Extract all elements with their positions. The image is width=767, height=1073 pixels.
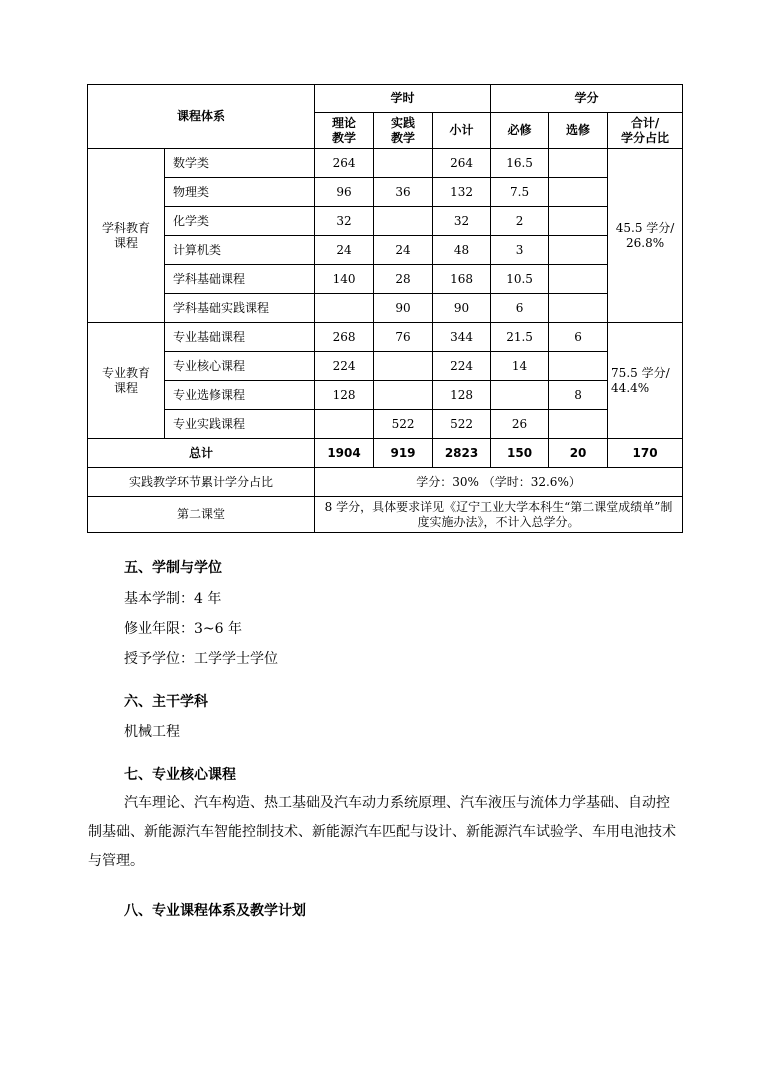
cell-practice: 90 bbox=[374, 294, 433, 323]
row-name: 专业选修课程 bbox=[165, 381, 315, 410]
cell-theory: 128 bbox=[315, 381, 374, 410]
cell-required: 21.5 bbox=[491, 323, 549, 352]
section-5-line-3: 授予学位：工学学士学位 bbox=[124, 651, 278, 667]
row-name: 学科基础实践课程 bbox=[165, 294, 315, 323]
group-name: 专业教育 课程 bbox=[88, 323, 165, 439]
cell-elective bbox=[549, 410, 608, 439]
cell-subtotal: 48 bbox=[433, 236, 491, 265]
section-5-title: 五、学制与学位 bbox=[124, 560, 222, 576]
cell-elective bbox=[549, 207, 608, 236]
cell-theory: 140 bbox=[315, 265, 374, 294]
cell-elective bbox=[549, 294, 608, 323]
cell-elective bbox=[549, 149, 608, 178]
cell-elective bbox=[549, 178, 608, 207]
cell-required: 2 bbox=[491, 207, 549, 236]
header-required: 必修 bbox=[491, 113, 549, 149]
total-theory: 1904 bbox=[315, 439, 374, 468]
cell-theory: 96 bbox=[315, 178, 374, 207]
header-total-ratio: 合计/ 学分占比 bbox=[608, 113, 683, 149]
practice-ratio-value: 学分：30% （学时：32.6%） bbox=[315, 468, 683, 497]
header-subtotal: 小计 bbox=[433, 113, 491, 149]
cell-practice: 36 bbox=[374, 178, 433, 207]
cell-required: 7.5 bbox=[491, 178, 549, 207]
cell-required: 10.5 bbox=[491, 265, 549, 294]
row-name: 专业实践课程 bbox=[165, 410, 315, 439]
total-practice: 919 bbox=[374, 439, 433, 468]
row-name: 专业核心课程 bbox=[165, 352, 315, 381]
course-credit-table bbox=[87, 84, 683, 533]
cell-subtotal: 224 bbox=[433, 352, 491, 381]
cell-subtotal: 522 bbox=[433, 410, 491, 439]
total-required: 150 bbox=[491, 439, 549, 468]
total-label: 总计 bbox=[88, 439, 315, 468]
cell-subtotal: 32 bbox=[433, 207, 491, 236]
cell-practice: 28 bbox=[374, 265, 433, 294]
row-name: 化学类 bbox=[165, 207, 315, 236]
row-name: 学科基础课程 bbox=[165, 265, 315, 294]
header-elective: 选修 bbox=[549, 113, 608, 149]
header-practice: 实践 教学 bbox=[374, 113, 433, 149]
cell-theory: 224 bbox=[315, 352, 374, 381]
cell-practice bbox=[374, 381, 433, 410]
group-name: 学科教育 课程 bbox=[88, 149, 165, 323]
second-class-row bbox=[88, 497, 683, 533]
table-row bbox=[88, 236, 683, 265]
header-course-system: 课程体系 bbox=[88, 85, 315, 149]
second-class-value: 8 学分，具体要求详见《辽宁工业大学本科生“第二课堂成绩单”制度实施办法》，不计入总学分。 bbox=[315, 497, 683, 533]
cell-required bbox=[491, 381, 549, 410]
cell-subtotal: 132 bbox=[433, 178, 491, 207]
section-6-title: 六、主干学科 bbox=[124, 694, 208, 710]
cell-practice bbox=[374, 352, 433, 381]
total-elective: 20 bbox=[549, 439, 608, 468]
cell-theory: 264 bbox=[315, 149, 374, 178]
table-row bbox=[88, 323, 683, 352]
cell-practice bbox=[374, 207, 433, 236]
total-subtotal: 2823 bbox=[433, 439, 491, 468]
cell-theory: 24 bbox=[315, 236, 374, 265]
section-5-line-2: 修业年限：3~6 年 bbox=[124, 621, 242, 637]
cell-required: 6 bbox=[491, 294, 549, 323]
cell-theory: 268 bbox=[315, 323, 374, 352]
table-row bbox=[88, 207, 683, 236]
section-7-title: 七、专业核心课程 bbox=[124, 767, 236, 783]
total-sum: 170 bbox=[608, 439, 683, 468]
section-8-title: 八、专业课程体系及教学计划 bbox=[124, 903, 306, 919]
cell-practice bbox=[374, 149, 433, 178]
cell-required: 14 bbox=[491, 352, 549, 381]
row-name: 物理类 bbox=[165, 178, 315, 207]
cell-elective bbox=[549, 236, 608, 265]
header-theory: 理论 教学 bbox=[315, 113, 374, 149]
header-credits: 学分 bbox=[491, 85, 683, 113]
group-total-ratio: 45.5 学分/ 26.8% bbox=[608, 149, 683, 323]
cell-required: 16.5 bbox=[491, 149, 549, 178]
cell-elective: 6 bbox=[549, 323, 608, 352]
cell-subtotal: 128 bbox=[433, 381, 491, 410]
cell-practice: 76 bbox=[374, 323, 433, 352]
cell-subtotal: 264 bbox=[433, 149, 491, 178]
cell-required: 3 bbox=[491, 236, 549, 265]
total-row bbox=[88, 439, 683, 468]
group-total-ratio: 75.5 学分/ 44.4% bbox=[608, 323, 683, 439]
table-row bbox=[88, 352, 683, 381]
row-name: 计算机类 bbox=[165, 236, 315, 265]
cell-theory: 32 bbox=[315, 207, 374, 236]
table-row bbox=[88, 149, 683, 178]
cell-elective bbox=[549, 265, 608, 294]
table-row bbox=[88, 381, 683, 410]
cell-elective bbox=[549, 352, 608, 381]
cell-theory bbox=[315, 294, 374, 323]
section-7-paragraph: 汽车理论、汽车构造、热工基础及汽车动力系统原理、汽车液压与流体力学基础、自动控制基础、新能源汽车智能控制技术、新能源汽车匹配与设计、新能源汽车试验学、车用电池技术与管理。 bbox=[88, 795, 676, 869]
cell-subtotal: 90 bbox=[433, 294, 491, 323]
cell-theory bbox=[315, 410, 374, 439]
row-name: 数学类 bbox=[165, 149, 315, 178]
cell-required: 26 bbox=[491, 410, 549, 439]
practice-ratio-label: 实践教学环节累计学分占比 bbox=[88, 468, 315, 497]
cell-elective: 8 bbox=[549, 381, 608, 410]
table-row bbox=[88, 178, 683, 207]
second-class-label: 第二课堂 bbox=[88, 497, 315, 533]
section-5-line-1: 基本学制：4 年 bbox=[124, 591, 222, 607]
section-6-line-1: 机械工程 bbox=[124, 724, 180, 740]
cell-practice: 522 bbox=[374, 410, 433, 439]
header-hours: 学时 bbox=[315, 85, 491, 113]
practice-ratio-row bbox=[88, 468, 683, 497]
table-row bbox=[88, 265, 683, 294]
cell-practice: 24 bbox=[374, 236, 433, 265]
cell-subtotal: 344 bbox=[433, 323, 491, 352]
row-name: 专业基础课程 bbox=[165, 323, 315, 352]
cell-subtotal: 168 bbox=[433, 265, 491, 294]
table-row bbox=[88, 410, 683, 439]
table-row bbox=[88, 294, 683, 323]
